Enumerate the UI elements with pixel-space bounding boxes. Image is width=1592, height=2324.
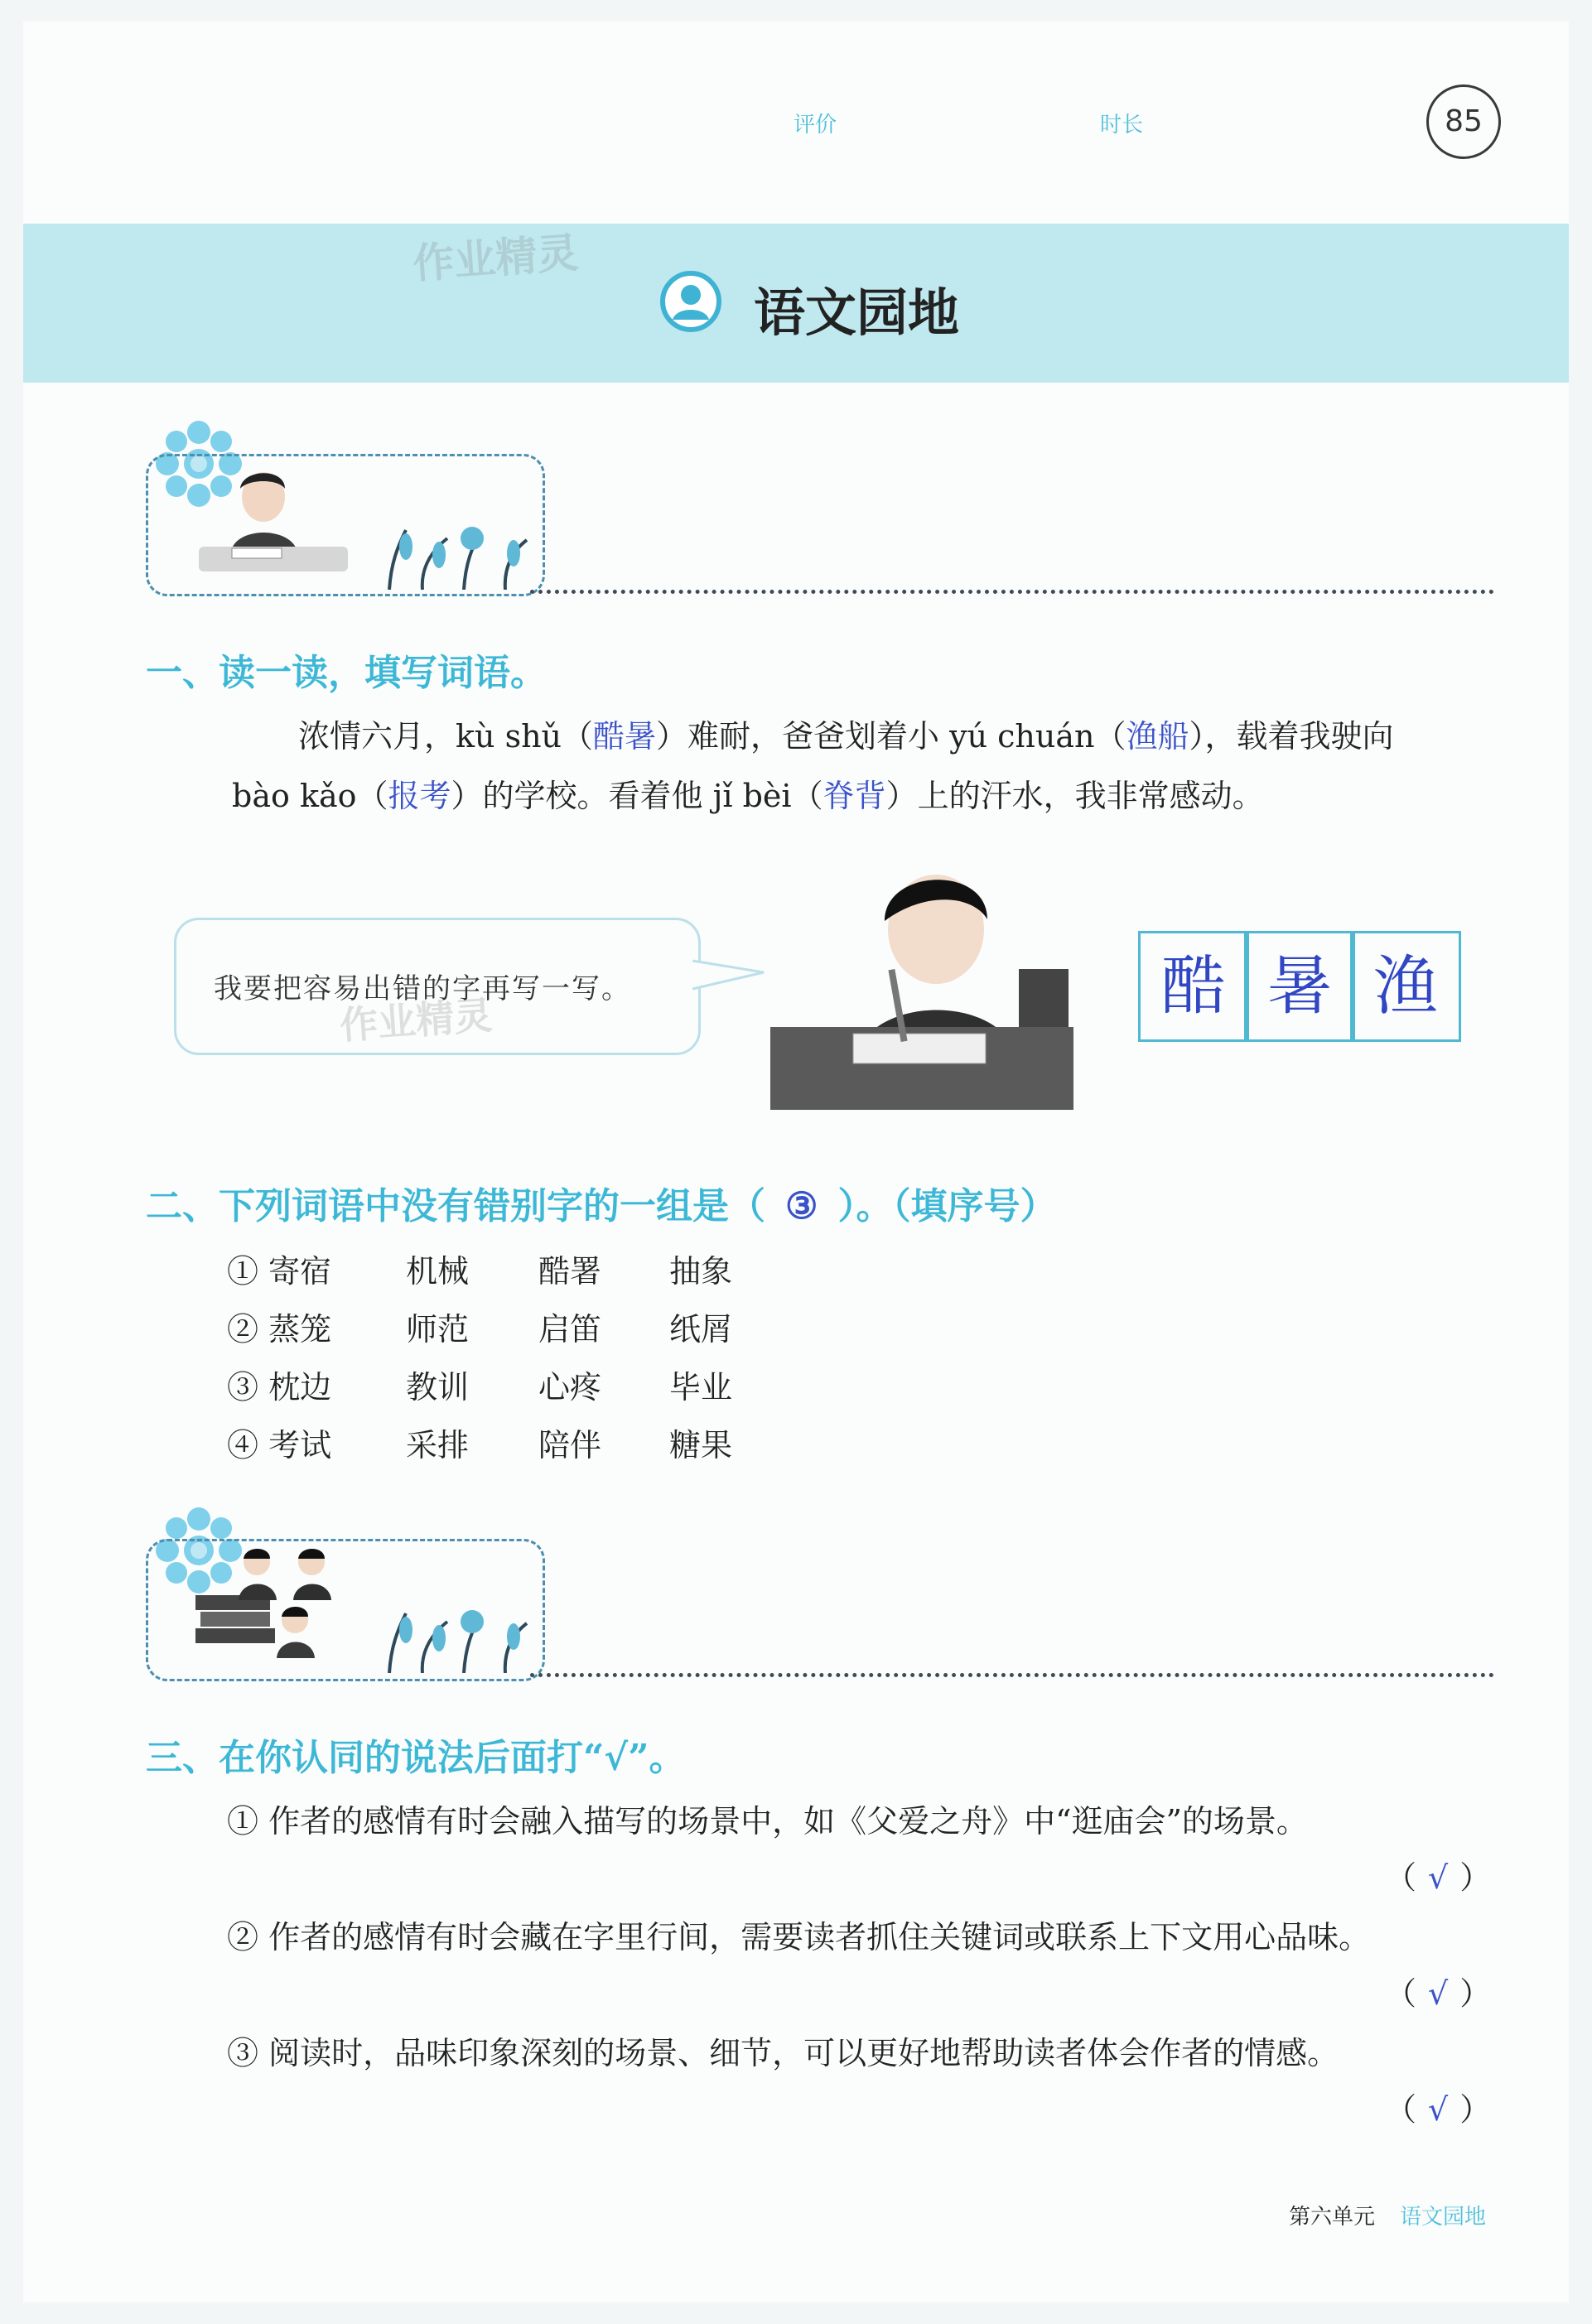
section1-line1: 浓情六月，kù shǔ（酷暑）难耐，爸爸划着小 yú chuán（渔船），载着我驶向: [298, 718, 1394, 755]
boy-writing-illustration: [199, 464, 348, 571]
word-cell: 纸屑: [669, 1311, 733, 1348]
answer-yuchuan: 渔船: [1126, 718, 1189, 755]
answer-jibei: 脊背: [823, 778, 886, 814]
duration-label: 时长: [1100, 113, 1144, 137]
practice-char-cell: 渔: [1350, 931, 1461, 1042]
check-mark: √: [1428, 1859, 1449, 1896]
checkbox-answer: （ √ ）: [1385, 1859, 1492, 1896]
divider-dotted: [530, 590, 1494, 594]
page-title: 语文园地: [754, 282, 960, 343]
word-cell: 抽象: [669, 1253, 733, 1290]
section3-title: 三、在你认同的说法后面打“√”。: [146, 1737, 686, 1779]
practice-char-cell: 暑: [1244, 931, 1355, 1042]
word-cell: 机械: [406, 1253, 470, 1290]
statement-item: ③ 阅读时，品味印象深刻的场景、细节，可以更好地帮助读者体会作者的情感。: [227, 2035, 1339, 2071]
word-cell: 陪伴: [538, 1427, 602, 1463]
bubble-tail: [692, 952, 767, 1002]
word-cell: 心疼: [538, 1369, 602, 1405]
divider-dotted: [530, 1673, 1494, 1677]
word-cell: ② 蒸笼: [227, 1311, 332, 1348]
statement-item: ② 作者的感情有时会藏在字里行间，需要读者抓住关键词或联系上下文用心品味。: [227, 1919, 1371, 1955]
watermark: 作业精灵: [338, 992, 494, 1049]
page-number: 85: [1426, 84, 1501, 159]
practice-char-cell: 酷: [1138, 931, 1249, 1042]
plants-decoration: [373, 513, 538, 590]
word-cell: 教训: [406, 1369, 470, 1405]
footer-section: 语文园地: [1400, 2205, 1487, 2230]
rating-label: 评价: [794, 113, 837, 137]
word-cell: 糖果: [669, 1427, 733, 1463]
section2-title: 二、下列词语中没有错别字的一组是（ ③ ）。（填序号）: [146, 1185, 1057, 1227]
bubble-text: 我要把容易出错的字再写一写。: [214, 972, 631, 1005]
checkbox-answer: （ √ ）: [1385, 2091, 1492, 2128]
watermark: 作业精灵: [411, 229, 581, 288]
checkbox-answer: （ √ ）: [1385, 1975, 1492, 2012]
word-cell: 师范: [406, 1311, 470, 1348]
section1-line2: bào kǎo（报考）的学校。看着他 jǐ bèi（脊背）上的汗水，我非常感动。: [232, 778, 1264, 814]
word-cell: ④ 考试: [227, 1427, 332, 1463]
children-reading-illustration: [195, 1537, 361, 1661]
answer-section2: ③: [785, 1185, 818, 1227]
answer-baokao: 报考: [388, 778, 451, 814]
plants-decoration: [373, 1597, 538, 1673]
check-mark: √: [1428, 1975, 1449, 2012]
word-cell: ③ 枕边: [227, 1369, 332, 1405]
word-cell: 毕业: [669, 1369, 733, 1405]
boy-at-desk-illustration: [770, 861, 1073, 1110]
section1-title: 一、读一读，填写词语。: [146, 652, 547, 694]
reader-icon: [659, 270, 722, 333]
word-cell: 酷署: [538, 1253, 602, 1290]
footer-unit: 第六单元: [1289, 2205, 1376, 2230]
word-cell: 启笛: [538, 1311, 602, 1348]
statement-item: ① 作者的感情有时会融入描写的场景中，如《父爱之舟》中“逛庙会”的场景。: [227, 1803, 1308, 1839]
word-cell: ① 寄宿: [227, 1253, 332, 1290]
check-mark: √: [1428, 2091, 1449, 2128]
word-cell: 采排: [406, 1427, 470, 1463]
answer-kushu: 酷暑: [593, 718, 657, 755]
